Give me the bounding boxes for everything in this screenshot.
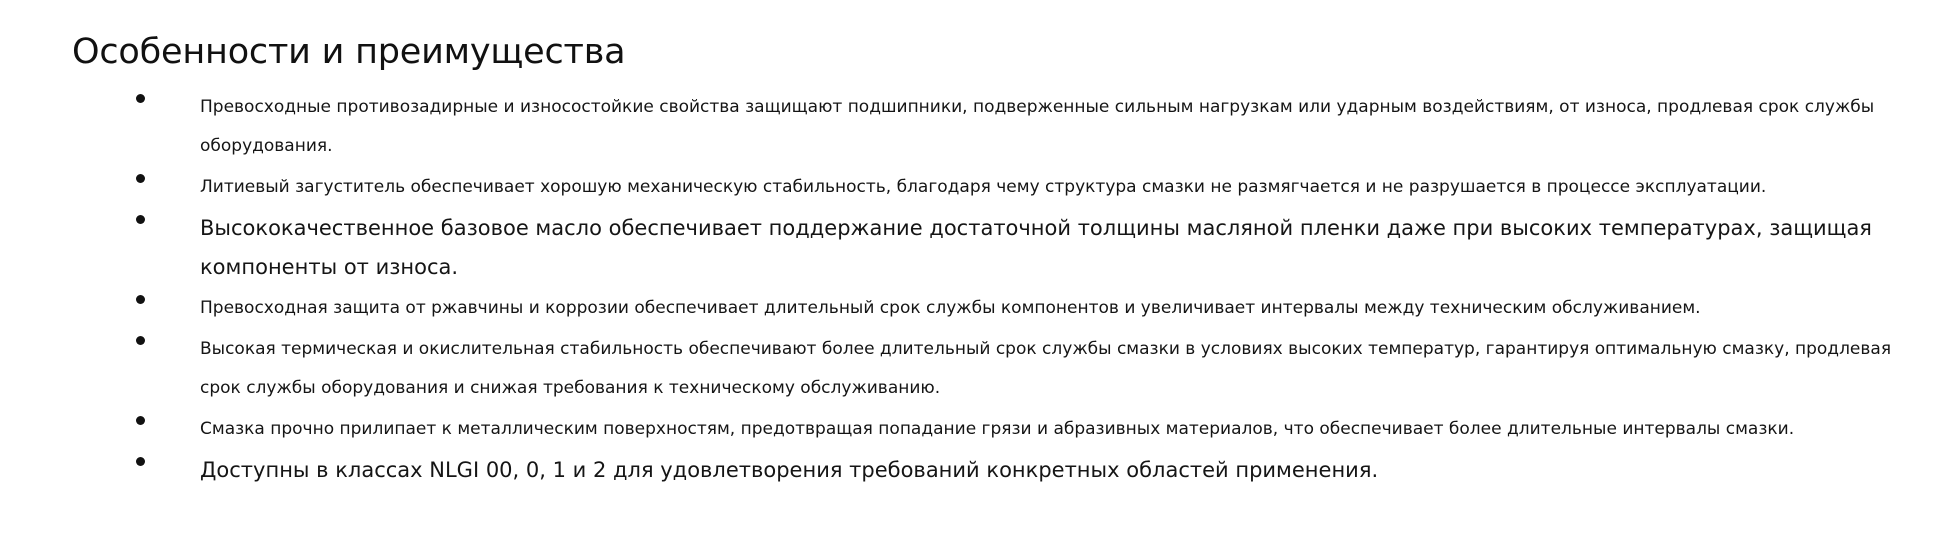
bullet-icon xyxy=(136,295,145,304)
bullet-icon xyxy=(136,174,145,183)
list-item xyxy=(0,410,1900,449)
bullet-icon xyxy=(136,94,145,103)
list-item-text: Высокая термическая и окислительная стабильность обеспечивают более длительный срок службы смазки в условиях высоких температур, гарантируя оптимальную смазку, продлевая срок службы оборудования и снижая требования к техническому обслуживанию. xyxy=(200,339,1892,398)
list-item xyxy=(0,330,1900,408)
list-item xyxy=(0,289,1900,328)
features-list xyxy=(0,88,1945,492)
list-item-text: Доступны в классах NLGI 00, 0, 1 и 2 для удовлетворения требований конкретных областей применения. xyxy=(200,458,1379,482)
list-item xyxy=(0,168,1900,207)
bullet-icon xyxy=(136,336,145,345)
bullet-icon xyxy=(136,457,145,466)
list-item-text: Превосходные противозадирные и износостойкие свойства защищают подшипники, подверженные сильным нагрузкам или ударным воздействиям, от износа, продлевая срок службы оборудования. xyxy=(200,97,1875,156)
list-item-text: Превосходная защита от ржавчины и коррозии обеспечивает длительный срок службы компонентов и увеличивает интервалы между техническим обслуживанием. xyxy=(200,298,1701,318)
list-item-text: Литиевый загуститель обеспечивает хорошую механическую стабильность, благодаря чему структура смазки не размягчается и не разрушается в процессе эксплуатации. xyxy=(200,177,1767,197)
bullet-icon xyxy=(136,416,145,425)
list-item xyxy=(0,88,1900,166)
list-item-text: Смазка прочно прилипает к металлическим поверхностям, предотвращая попадание грязи и абразивных материалов, что обеспечивает более длительные интервалы смазки. xyxy=(200,419,1795,439)
section-title: Особенности и преимущества xyxy=(72,32,626,72)
list-item-text: Высококачественное базовое масло обеспечивает поддержание достаточной толщины масляной пленки даже при высоких температурах, защищая компоненты от износа. xyxy=(200,216,1872,279)
bullet-icon xyxy=(136,215,145,224)
list-item xyxy=(0,209,1900,287)
list-item xyxy=(0,451,1900,490)
